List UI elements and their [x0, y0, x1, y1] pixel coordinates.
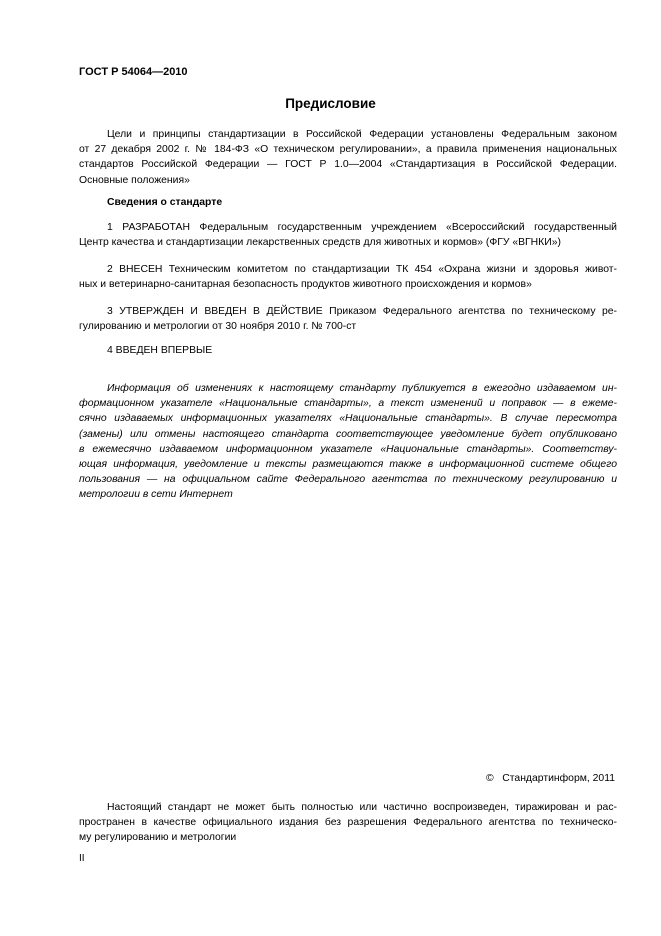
- changes-line: ющая информация, уведомление и тексты размещаются также в информационной системе общего: [79, 459, 617, 471]
- changes-line: пользования — на официальном сайте Федерального агентства по техническому регулированию и: [79, 474, 617, 486]
- item-2-line: 2 ВНЕСЕН Техническим комитетом по стандартизации ТК 454 «Охрана жизни и здоровья живот-: [107, 264, 617, 275]
- changes-line: формационном указателе «Национальные стандарты», а текст изменений и поправок — в ежеме-: [79, 398, 617, 410]
- item-4: [79, 343, 617, 358]
- standard-code: ГОСТ Р 54064—2010: [79, 66, 188, 78]
- intro-line: стандартов Российской Федерации — ГОСТ Р 1.0—2004 «Стандартизация в Российской Федерации.: [79, 159, 617, 171]
- copyright: © Стандартинформ, 2011: [485, 773, 615, 784]
- intro-line: Цели и принципы стандартизации в Российской Федерации установлены Федеральным законом: [107, 129, 617, 140]
- preface-title: Предисловие: [285, 96, 376, 111]
- item-2: [79, 262, 617, 292]
- notice-line: Настоящий стандарт не может быть полностью или частично воспроизведен, тиражирован и рас-: [107, 802, 617, 813]
- changes-info: [79, 381, 617, 503]
- notice-line: пространен в качестве официального издания без разрешения Федерального агентства по техническо-: [79, 817, 617, 829]
- item-4-line: 4 ВВЕДЕН ВПЕРВЫЕ: [107, 345, 213, 356]
- item-1-line: 1 РАЗРАБОТАН Федеральным государственным учреждением «Всероссийский государственный: [107, 222, 617, 233]
- item-3-line: 3 УТВЕРЖДЕН И ВВЕДЕН В ДЕЙСТВИЕ Приказом Федерального агентства по техническому ре-: [107, 306, 617, 317]
- item-1-line: Центр качества и стандартизации лекарственных средств для животных и кормов» (ФГУ «ВГНКИ»): [79, 237, 561, 249]
- changes-line: метрологии в сети Интернет: [79, 489, 233, 501]
- changes-line: (замены) или отмены настоящего стандарта соответствующее уведомление будет опубликовано: [79, 428, 617, 440]
- changes-line: Информация об изменениях к настоящему стандарту публикуется в ежегодно издаваемом ин-: [107, 383, 617, 394]
- changes-line: в ежемесячно издаваемом информационном указателе «Национальные стандарты». Соответству-: [79, 443, 617, 455]
- item-2-line: ных и ветеринарно-санитарная безопасность продуктов животного происхождения и кормов»: [79, 279, 532, 291]
- intro-line: Основные положения»: [79, 174, 190, 186]
- page-number: II: [79, 853, 85, 864]
- changes-line: сячно издаваемых информационных указателях «Национальные стандарты». В случае пересмотра: [79, 413, 617, 425]
- item-1: [79, 220, 617, 250]
- item-3: [79, 304, 617, 334]
- intro-line: от 27 декабря 2002 г. № 184-ФЗ «О техническом регулировании», а правила применения национальных: [79, 144, 617, 156]
- notice-line: му регулированию и метрологии: [79, 832, 237, 844]
- preface-intro: [79, 127, 617, 188]
- reproduction-notice: [79, 800, 617, 846]
- info-heading: Сведения о стандарте: [107, 197, 223, 208]
- item-3-line: гулированию и метрологии от 30 ноября 2010 г. № 700-ст: [79, 321, 357, 333]
